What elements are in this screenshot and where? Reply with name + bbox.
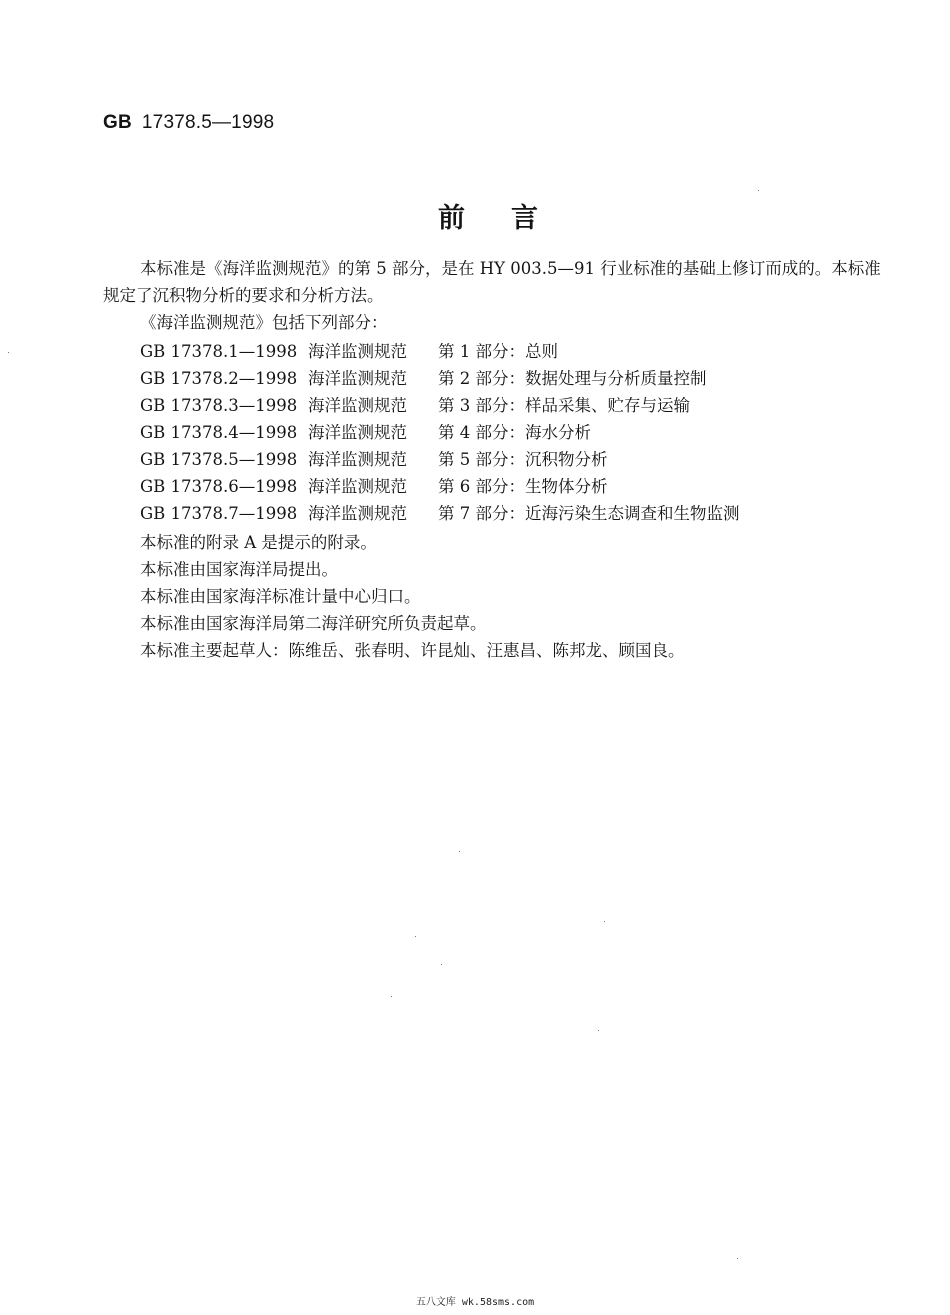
scan-speck bbox=[459, 851, 460, 852]
part-standard-number: GB 17378.5—1998 bbox=[140, 450, 298, 469]
intro-line-1: 本标准是《海洋监测规范》的第 5 部分，是在 HY 003.5—91 行业标准的基础上修订而成的。本标准 bbox=[140, 259, 881, 278]
page-title: 前言 bbox=[438, 203, 584, 234]
note-drafters: 本标准主要起草人：陈维岳、张春明、许昆灿、汪惠昌、陈邦龙、顾国良。 bbox=[140, 641, 685, 660]
part-series: 海洋监测规范 bbox=[308, 423, 407, 442]
standard-prefix: GB bbox=[103, 112, 132, 133]
part-name: 第 3 部分：样品采集、贮存与运输 bbox=[438, 396, 690, 415]
scan-speck bbox=[441, 964, 442, 965]
part-series: 海洋监测规范 bbox=[308, 396, 407, 415]
part-name: 第 7 部分：近海污染生态调查和生物监测 bbox=[438, 504, 740, 523]
note-drafting-unit: 本标准由国家海洋局第二海洋研究所负责起草。 bbox=[140, 614, 487, 633]
scan-speck bbox=[758, 190, 759, 191]
note-appendix: 本标准的附录 A 是提示的附录。 bbox=[140, 533, 377, 552]
part-standard-number: GB 17378.7—1998 bbox=[140, 504, 298, 523]
part-name: 第 4 部分：海水分析 bbox=[438, 423, 591, 442]
part-standard-number: GB 17378.1—1998 bbox=[140, 342, 298, 361]
part-standard-number: GB 17378.2—1998 bbox=[140, 369, 298, 388]
scan-speck bbox=[415, 936, 416, 937]
note-centralized: 本标准由国家海洋标准计量中心归口。 bbox=[140, 587, 421, 606]
scan-speck bbox=[391, 996, 392, 997]
part-name: 第 2 部分：数据处理与分析质量控制 bbox=[438, 369, 707, 388]
part-series: 海洋监测规范 bbox=[308, 504, 407, 523]
part-standard-number: GB 17378.6—1998 bbox=[140, 477, 298, 496]
part-name: 第 5 部分：沉积物分析 bbox=[438, 450, 608, 469]
parts-intro: 《海洋监测规范》包括下列部分： bbox=[140, 313, 388, 332]
part-name: 第 1 部分：总则 bbox=[438, 342, 558, 361]
part-standard-number: GB 17378.3—1998 bbox=[140, 396, 298, 415]
part-standard-number: GB 17378.4—1998 bbox=[140, 423, 298, 442]
scan-speck bbox=[604, 921, 605, 922]
scan-speck bbox=[8, 352, 9, 353]
scan-speck bbox=[598, 1030, 599, 1031]
part-name: 第 6 部分：生物体分析 bbox=[438, 477, 608, 496]
standard-code bbox=[103, 112, 274, 134]
part-series: 海洋监测规范 bbox=[308, 450, 407, 469]
footer-watermark: 五八文库 wk.58sms.com bbox=[415, 1297, 535, 1308]
part-series: 海洋监测规范 bbox=[308, 369, 407, 388]
part-series: 海洋监测规范 bbox=[308, 477, 407, 496]
scan-speck bbox=[737, 1258, 738, 1259]
note-proposer: 本标准由国家海洋局提出。 bbox=[140, 560, 338, 579]
intro-line-2: 规定了沉积物分析的要求和分析方法。 bbox=[103, 286, 384, 305]
part-series: 海洋监测规范 bbox=[308, 342, 407, 361]
standard-number: 17378.5—1998 bbox=[141, 112, 275, 133]
